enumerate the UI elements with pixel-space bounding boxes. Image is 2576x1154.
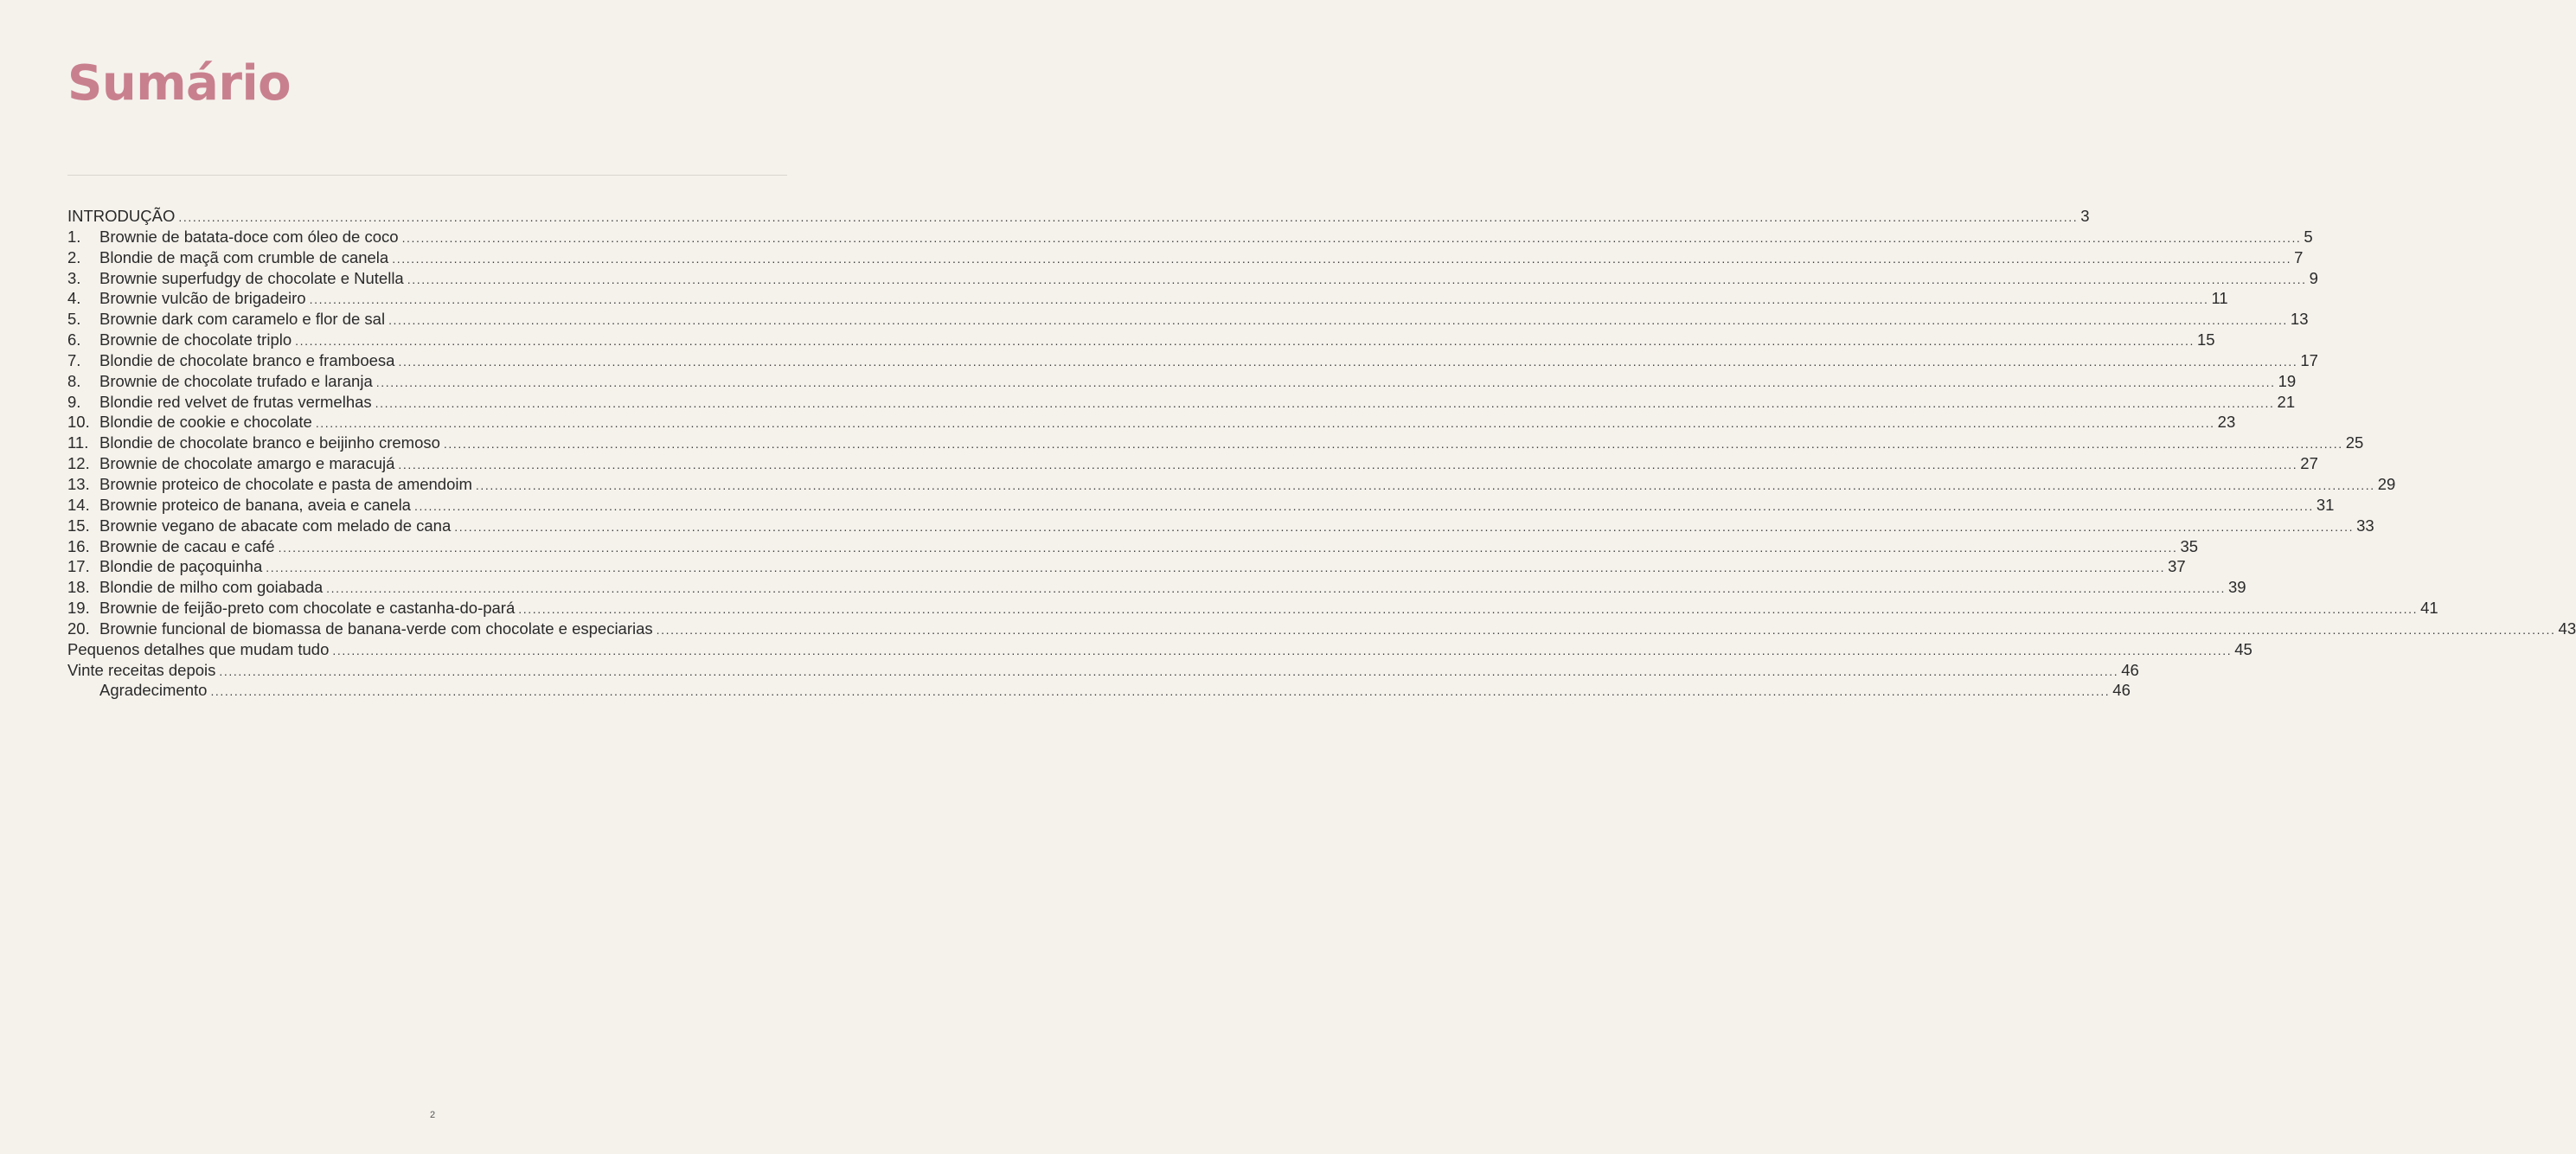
- toc-dot-leader: ................................................................................................................................................................................................................................................................................................................................................................................................................: [326, 581, 2227, 596]
- toc-entry-label: Blondie de milho com goiabada: [99, 578, 324, 597]
- toc-entry-number: 4.: [67, 289, 81, 308]
- toc-dot-leader: ................................................................................................................................................................................................................................................................................................................................................................................................................: [295, 334, 2195, 349]
- toc-dot-leader: ................................................................................................................................................................................................................................................................................................................................................................................................................: [392, 251, 2292, 266]
- toc-entry[interactable]: [67, 206, 2090, 227]
- toc-entry-label: INTRODUÇÃO: [67, 207, 176, 225]
- toc-entry-label: Brownie de cacau e café: [99, 536, 275, 555]
- toc-entry[interactable]: [67, 495, 2335, 516]
- toc-dot-leader: ................................................................................................................................................................................................................................................................................................................................................................................................................: [332, 643, 2233, 657]
- toc-dot-leader: ................................................................................................................................................................................................................................................................................................................................................................................................................: [278, 540, 2178, 555]
- toc-entry[interactable]: [67, 330, 2215, 350]
- toc-entry[interactable]: [67, 598, 2438, 619]
- toc-entry-label: Blondie de paçoquinha: [99, 557, 263, 576]
- toc-entry-label: Brownie de chocolate amargo e maracujá: [99, 454, 395, 473]
- toc-entry-label: Pequenos detalhes que mudam tudo: [67, 639, 330, 658]
- toc-entry-number: 12.: [67, 454, 90, 473]
- toc-entry[interactable]: [67, 392, 2296, 413]
- toc-entry-label: Brownie superfudgy de chocolate e Nutella: [99, 268, 404, 287]
- page-number: 2: [429, 1110, 436, 1120]
- toc-entry[interactable]: [67, 309, 2309, 330]
- toc-entry-page: 39: [2228, 578, 2246, 597]
- toc-dot-leader: ................................................................................................................................................................................................................................................................................................................................................................................................................: [656, 622, 2556, 637]
- toc-dot-leader: ................................................................................................................................................................................................................................................................................................................................................................................................................: [309, 292, 2209, 307]
- toc-entry-label: Blondie de chocolate branco e beijinho cremoso: [99, 433, 440, 452]
- toc-entry-number: 19.: [67, 599, 90, 618]
- toc-dot-leader: ................................................................................................................................................................................................................................................................................................................................................................................................................: [178, 210, 2079, 224]
- toc-dot-leader: ................................................................................................................................................................................................................................................................................................................................................................................................................: [398, 354, 2298, 369]
- toc-dot-leader: ................................................................................................................................................................................................................................................................................................................................................................................................................: [518, 602, 2419, 617]
- toc-entry-page: 5: [2304, 227, 2313, 246]
- page-title: Sumário: [67, 55, 292, 112]
- toc-entry-number: 2.: [67, 247, 81, 266]
- toc-dot-leader: ................................................................................................................................................................................................................................................................................................................................................................................................................: [398, 458, 2298, 472]
- toc-entry-label: Brownie de feijão-preto com chocolate e castanha-do-pará: [99, 599, 516, 618]
- toc-entry-page: 29: [2377, 474, 2396, 493]
- toc-entry-page: 37: [2168, 557, 2186, 576]
- toc-entry-page: 41: [2420, 599, 2438, 618]
- toc-entry-number: 16.: [67, 536, 90, 555]
- toc-dot-leader: ................................................................................................................................................................................................................................................................................................................................................................................................................: [210, 684, 2111, 699]
- toc-entry-number: 18.: [67, 578, 90, 597]
- toc-entry-label: Blondie de maçã com crumble de canela: [99, 247, 389, 266]
- toc-dot-leader: ................................................................................................................................................................................................................................................................................................................................................................................................................: [413, 498, 2314, 513]
- toc-entry-page: 27: [2300, 454, 2318, 473]
- toc-entry-page: 31: [2316, 495, 2335, 514]
- toc-entry[interactable]: [67, 577, 2246, 598]
- toc-dot-leader: ................................................................................................................................................................................................................................................................................................................................................................................................................: [475, 478, 2375, 492]
- toc-entry-page: 33: [2356, 516, 2374, 535]
- toc-dot-leader: ................................................................................................................................................................................................................................................................................................................................................................................................................: [401, 230, 2302, 245]
- toc-dot-leader: ................................................................................................................................................................................................................................................................................................................................................................................................................: [266, 561, 2166, 575]
- toc-dot-leader: ................................................................................................................................................................................................................................................................................................................................................................................................................: [454, 519, 2355, 534]
- toc-entry[interactable]: [67, 556, 2186, 577]
- toc-entry-page: 13: [2290, 310, 2309, 329]
- toc-entry-page: 23: [2217, 413, 2236, 432]
- toc-entry-label: Brownie de chocolate triplo: [99, 330, 292, 349]
- toc-entry-label: Brownie vulcão de brigadeiro: [99, 289, 306, 308]
- toc-entry-page: 43: [2558, 619, 2576, 638]
- toc-entry-label: Blondie de cookie e chocolate: [99, 413, 312, 432]
- toc-entry-page: 9: [2309, 268, 2318, 287]
- toc-entry-number: 20.: [67, 619, 90, 638]
- toc-entry-number: 10.: [67, 413, 90, 432]
- toc-entry-number: 1.: [67, 227, 81, 246]
- toc-entry-page: 46: [2112, 681, 2131, 700]
- toc-entry-label: Brownie de chocolate trufado e laranja: [99, 371, 373, 390]
- toc-entry[interactable]: [67, 288, 2228, 309]
- toc-entry-page: 17: [2300, 350, 2318, 369]
- toc-entry-page: 11: [2211, 289, 2228, 308]
- toc-entry-page: 46: [2121, 660, 2139, 679]
- toc-entry-number: 7.: [67, 350, 81, 369]
- toc-entry-number: 11.: [67, 433, 89, 452]
- table-of-contents: [67, 206, 2576, 701]
- toc-entry[interactable]: [67, 371, 2297, 392]
- toc-entry-label: Vinte receitas depois: [67, 660, 216, 679]
- toc-entry-label: Blondie red velvet de frutas vermelhas: [99, 392, 372, 411]
- toc-entry[interactable]: [67, 660, 2139, 681]
- toc-dot-leader: ................................................................................................................................................................................................................................................................................................................................................................................................................: [407, 272, 2307, 286]
- toc-entry[interactable]: [67, 453, 2318, 474]
- toc-entry-label: Blondie de chocolate branco e framboesa: [99, 350, 395, 369]
- toc-entry-number: 17.: [67, 557, 90, 576]
- toc-entry-label: Brownie proteico de banana, aveia e canela: [99, 495, 411, 514]
- toc-entry-page: 25: [2345, 433, 2364, 452]
- toc-entry-number: 9.: [67, 392, 81, 411]
- toc-entry-page: 45: [2234, 639, 2252, 658]
- toc-entry-number: 6.: [67, 330, 81, 349]
- toc-entry-label: Brownie de batata-doce com óleo de coco: [99, 227, 399, 246]
- toc-entry-number: 3.: [67, 268, 81, 287]
- toc-dot-leader: ................................................................................................................................................................................................................................................................................................................................................................................................................: [219, 664, 2119, 678]
- toc-entry[interactable]: [67, 227, 2313, 247]
- toc-entry[interactable]: [67, 350, 2318, 371]
- toc-entry[interactable]: [67, 680, 2131, 701]
- toc-entry-page: 15: [2197, 330, 2215, 349]
- toc-dot-leader: ................................................................................................................................................................................................................................................................................................................................................................................................................: [375, 395, 2275, 410]
- toc-entry-page: 19: [2278, 371, 2297, 390]
- toc-entry[interactable]: [67, 474, 2396, 495]
- title-divider: [67, 175, 787, 176]
- toc-entry-page: 7: [2294, 247, 2304, 266]
- toc-dot-leader: ................................................................................................................................................................................................................................................................................................................................................................................................................: [388, 313, 2288, 328]
- toc-entry-page: 3: [2080, 207, 2090, 225]
- toc-entry[interactable]: [67, 433, 2364, 453]
- toc-dot-leader: ................................................................................................................................................................................................................................................................................................................................................................................................................: [315, 416, 2215, 431]
- toc-entry[interactable]: [67, 516, 2374, 536]
- toc-entry[interactable]: [67, 247, 2304, 268]
- toc-entry[interactable]: [67, 412, 2236, 433]
- toc-entry-label: Brownie proteico de chocolate e pasta de amendoim: [99, 474, 472, 493]
- toc-entry-label: Brownie dark com caramelo e flor de sal: [99, 310, 386, 329]
- toc-entry[interactable]: [67, 536, 2199, 557]
- toc-entry-label: Agradecimento: [99, 681, 208, 700]
- toc-entry-label: Brownie vegano de abacate com melado de cana: [99, 516, 452, 535]
- toc-entry-number: 13.: [67, 474, 90, 493]
- toc-dot-leader: ................................................................................................................................................................................................................................................................................................................................................................................................................: [443, 437, 2343, 452]
- toc-entry-number: 5.: [67, 310, 81, 329]
- toc-entry-label: Brownie funcional de biomassa de banana-verde com chocolate e especiarias: [99, 619, 653, 638]
- toc-entry-page: 21: [2277, 392, 2296, 411]
- toc-entry-number: 8.: [67, 371, 81, 390]
- toc-entry[interactable]: [67, 268, 2318, 289]
- toc-entry-number: 14.: [67, 495, 90, 514]
- toc-entry-number: 15.: [67, 516, 90, 535]
- toc-entry[interactable]: [67, 619, 2576, 639]
- toc-entry[interactable]: [67, 639, 2252, 660]
- toc-dot-leader: ................................................................................................................................................................................................................................................................................................................................................................................................................: [375, 375, 2276, 389]
- toc-entry-page: 35: [2180, 536, 2199, 555]
